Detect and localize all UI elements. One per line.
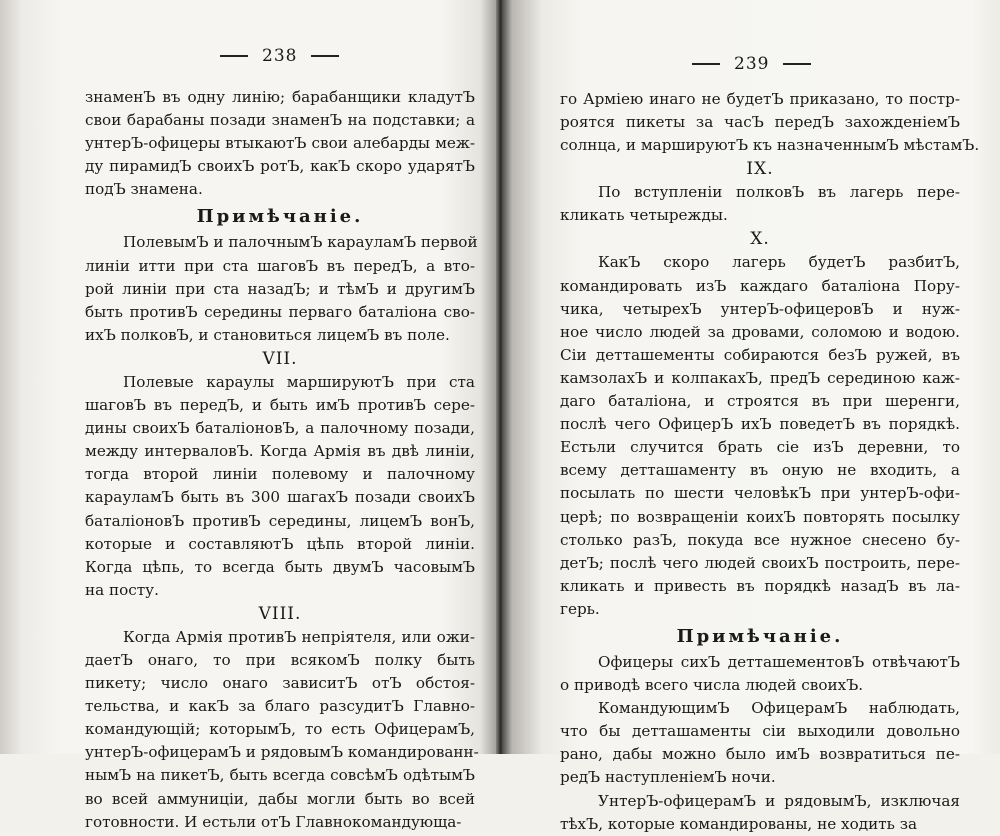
text-line: герь. [560, 599, 600, 618]
text-line: даетЪ онаго, то при всякомЪ полку быть [85, 650, 475, 669]
text-line: быть противЪ середины перваго баталіона сво- [85, 302, 475, 321]
text-line: КакЪ скоро лагерь будетЪ разбитЪ, [598, 253, 960, 272]
paragraph [560, 251, 960, 621]
text-line: дины своихЪ баталіоновЪ, а палочному позади, [85, 419, 475, 438]
text-line: камзолахЪ и колпакахЪ, предЪ серединою каж- [560, 368, 960, 387]
section-number: VII. [262, 348, 298, 369]
text-line: Когда цѣпь, то всегда быть двумЪ часовымЪ [85, 557, 475, 576]
text-line: унтерЪ-офицеры втыкаютЪ свои алебарды меж- [85, 134, 475, 153]
paragraph [560, 651, 960, 697]
right-page [502, 0, 1000, 833]
paragraph [560, 697, 960, 789]
paragraph [560, 88, 980, 157]
left-page-text [85, 86, 479, 834]
text-line: что бы детташаменты сіи выходили довольно [560, 722, 960, 741]
text-line: карауламЪ быть въ 300 шагахЪ позади своихЪ [85, 488, 475, 507]
text-line: ное число людей за дровами, соломою и водою. [560, 322, 960, 341]
text-line: командировать изЪ каждаго баталіона Пору- [560, 276, 960, 295]
text-line: даго баталіона, и строятся въ при шеренги, [560, 392, 960, 411]
text-line: Полевые караулы маршируютЪ при ста [123, 372, 475, 391]
paragraph [560, 181, 960, 227]
text-line: о приводѣ всего числа людей своихЪ. [560, 676, 864, 695]
text-line: посылать по шести человѣкЪ при унтерЪ-офи- [560, 484, 960, 503]
text-line: чика, четырехЪ унтерЪ-офицеровЪ и нуж- [560, 299, 960, 318]
text-line: знаменЪ въ одну линію; барабанщики кладутЪ [85, 88, 475, 106]
section-number: X. [750, 229, 770, 250]
text-line: детЪ; послѣ чего людей своихЪ построить, пере- [560, 553, 960, 572]
page-number-dash [692, 63, 720, 65]
text-line: КомандующимЪ ОфицерамЪ наблюдать, [598, 699, 960, 718]
page-number-text: 239 [734, 54, 770, 74]
text-line: Естьли случится брать сіе изЪ деревни, то [560, 438, 960, 457]
text-line: столько разЪ, покуда все нужное снесено бу- [560, 530, 960, 549]
section-note-heading: Примѣчаніе. [676, 625, 844, 647]
page-number-dash [220, 55, 248, 57]
text-line: нымЪ на пикетЪ, быть всегда совсѣмЪ одѣтымЪ [85, 766, 475, 785]
page-number-dash [783, 63, 811, 65]
text-line: на посту. [85, 580, 159, 599]
paragraph [85, 231, 478, 346]
text-line: Когда Армія противЪ непріятеля, или ожи- [123, 627, 475, 646]
page-number-text: 238 [262, 46, 298, 66]
text-line: Сіи детташементы собираются безЪ ружей, въ [560, 345, 960, 364]
text-line: рано, дабы можно было имЪ возвратиться пе- [560, 745, 960, 764]
page-number-right [692, 54, 811, 74]
paragraph [85, 86, 475, 201]
right-page-text [560, 88, 980, 836]
paragraph [85, 626, 479, 834]
text-line: которые и составляютЪ цѣпь второй линіи. [85, 534, 475, 553]
paragraph [560, 790, 960, 836]
text-line: кликать и привесть въ порядкѣ назадЪ въ ла- [560, 576, 960, 595]
text-line: кликать четырежды. [560, 206, 728, 225]
text-line: По вступленіи полковЪ въ лагерь пере- [598, 183, 960, 202]
text-line: го Арміею инаго не будетЪ приказано, то постр- [560, 90, 960, 108]
text-line: Офицеры сихЪ детташементовЪ отвѣчаютЪ [598, 652, 960, 671]
text-line: подЪ знамена. [85, 180, 203, 199]
text-line: ду пирамидЪ своихЪ ротЪ, какЪ скоро ударятЪ [85, 157, 475, 176]
text-line: пикету; число онаго зависитЪ отЪ обстоя- [85, 674, 475, 693]
text-line: между интерваловЪ. Когда Армія въ двѣ линіи, [85, 442, 475, 461]
text-line: ПолевымЪ и палочнымЪ карауламЪ первой [123, 233, 478, 252]
text-line: шаговЪ въ передЪ, и быть имЪ противЪ сере- [85, 396, 475, 415]
text-line: УнтерЪ-офицерамЪ и рядовымЪ, изключая [598, 791, 960, 810]
section-note-heading: Примѣчаніе. [196, 206, 364, 228]
text-line: послѣ чего ОфицерЪ ихЪ поведетЪ въ порядкѣ. [560, 415, 960, 434]
section-number: VIII. [258, 603, 302, 624]
text-line: редЪ наступленіемЪ ночи. [560, 768, 776, 787]
text-line: тогда второй линіи полевому и палочному [85, 465, 475, 484]
text-line: баталіоновЪ противЪ середины, лицемЪ вонЪ, [85, 511, 475, 530]
text-line: роятся пикеты за часЪ передЪ захожденіемЪ [560, 113, 960, 132]
text-line: командующій; которымЪ, то есть ОфицерамЪ, [85, 720, 475, 739]
section-number: IX. [746, 159, 774, 180]
text-line: ихЪ полковЪ, и становиться лицемЪ въ поле. [85, 325, 450, 344]
text-line: унтерЪ-офицерамЪ и рядовымЪ командированн- [85, 743, 479, 762]
text-line: всему детташаменту въ оную не входить, а [560, 461, 960, 480]
text-line: готовности. И естьли отЪ Главнокомандующа- [85, 812, 462, 831]
text-line: линіи итти при ста шаговЪ въ передЪ, а вто- [85, 256, 475, 275]
left-page [0, 0, 498, 831]
text-line: во всей аммуниціи, дабы могли быть во всей [85, 789, 475, 808]
text-line: тѣхЪ, которые командированы, не ходить за [560, 814, 918, 833]
text-line: рой линіи при ста назадЪ; и тѣмЪ и другимЪ [85, 279, 475, 298]
text-line: свои барабаны позади знаменЪ на подставки; а [85, 111, 475, 130]
text-line: церѣ; по возвращеніи коихЪ повторять посылку [560, 507, 960, 526]
page-number-left [220, 46, 339, 66]
text-line: солнца, и маршируютЪ къ назначеннымЪ мѣстамЪ. [560, 136, 980, 155]
paragraph [85, 371, 475, 602]
text-line: тельства, и какЪ за благо разсудитЪ Главно- [85, 697, 475, 716]
page-number-dash [311, 55, 339, 57]
